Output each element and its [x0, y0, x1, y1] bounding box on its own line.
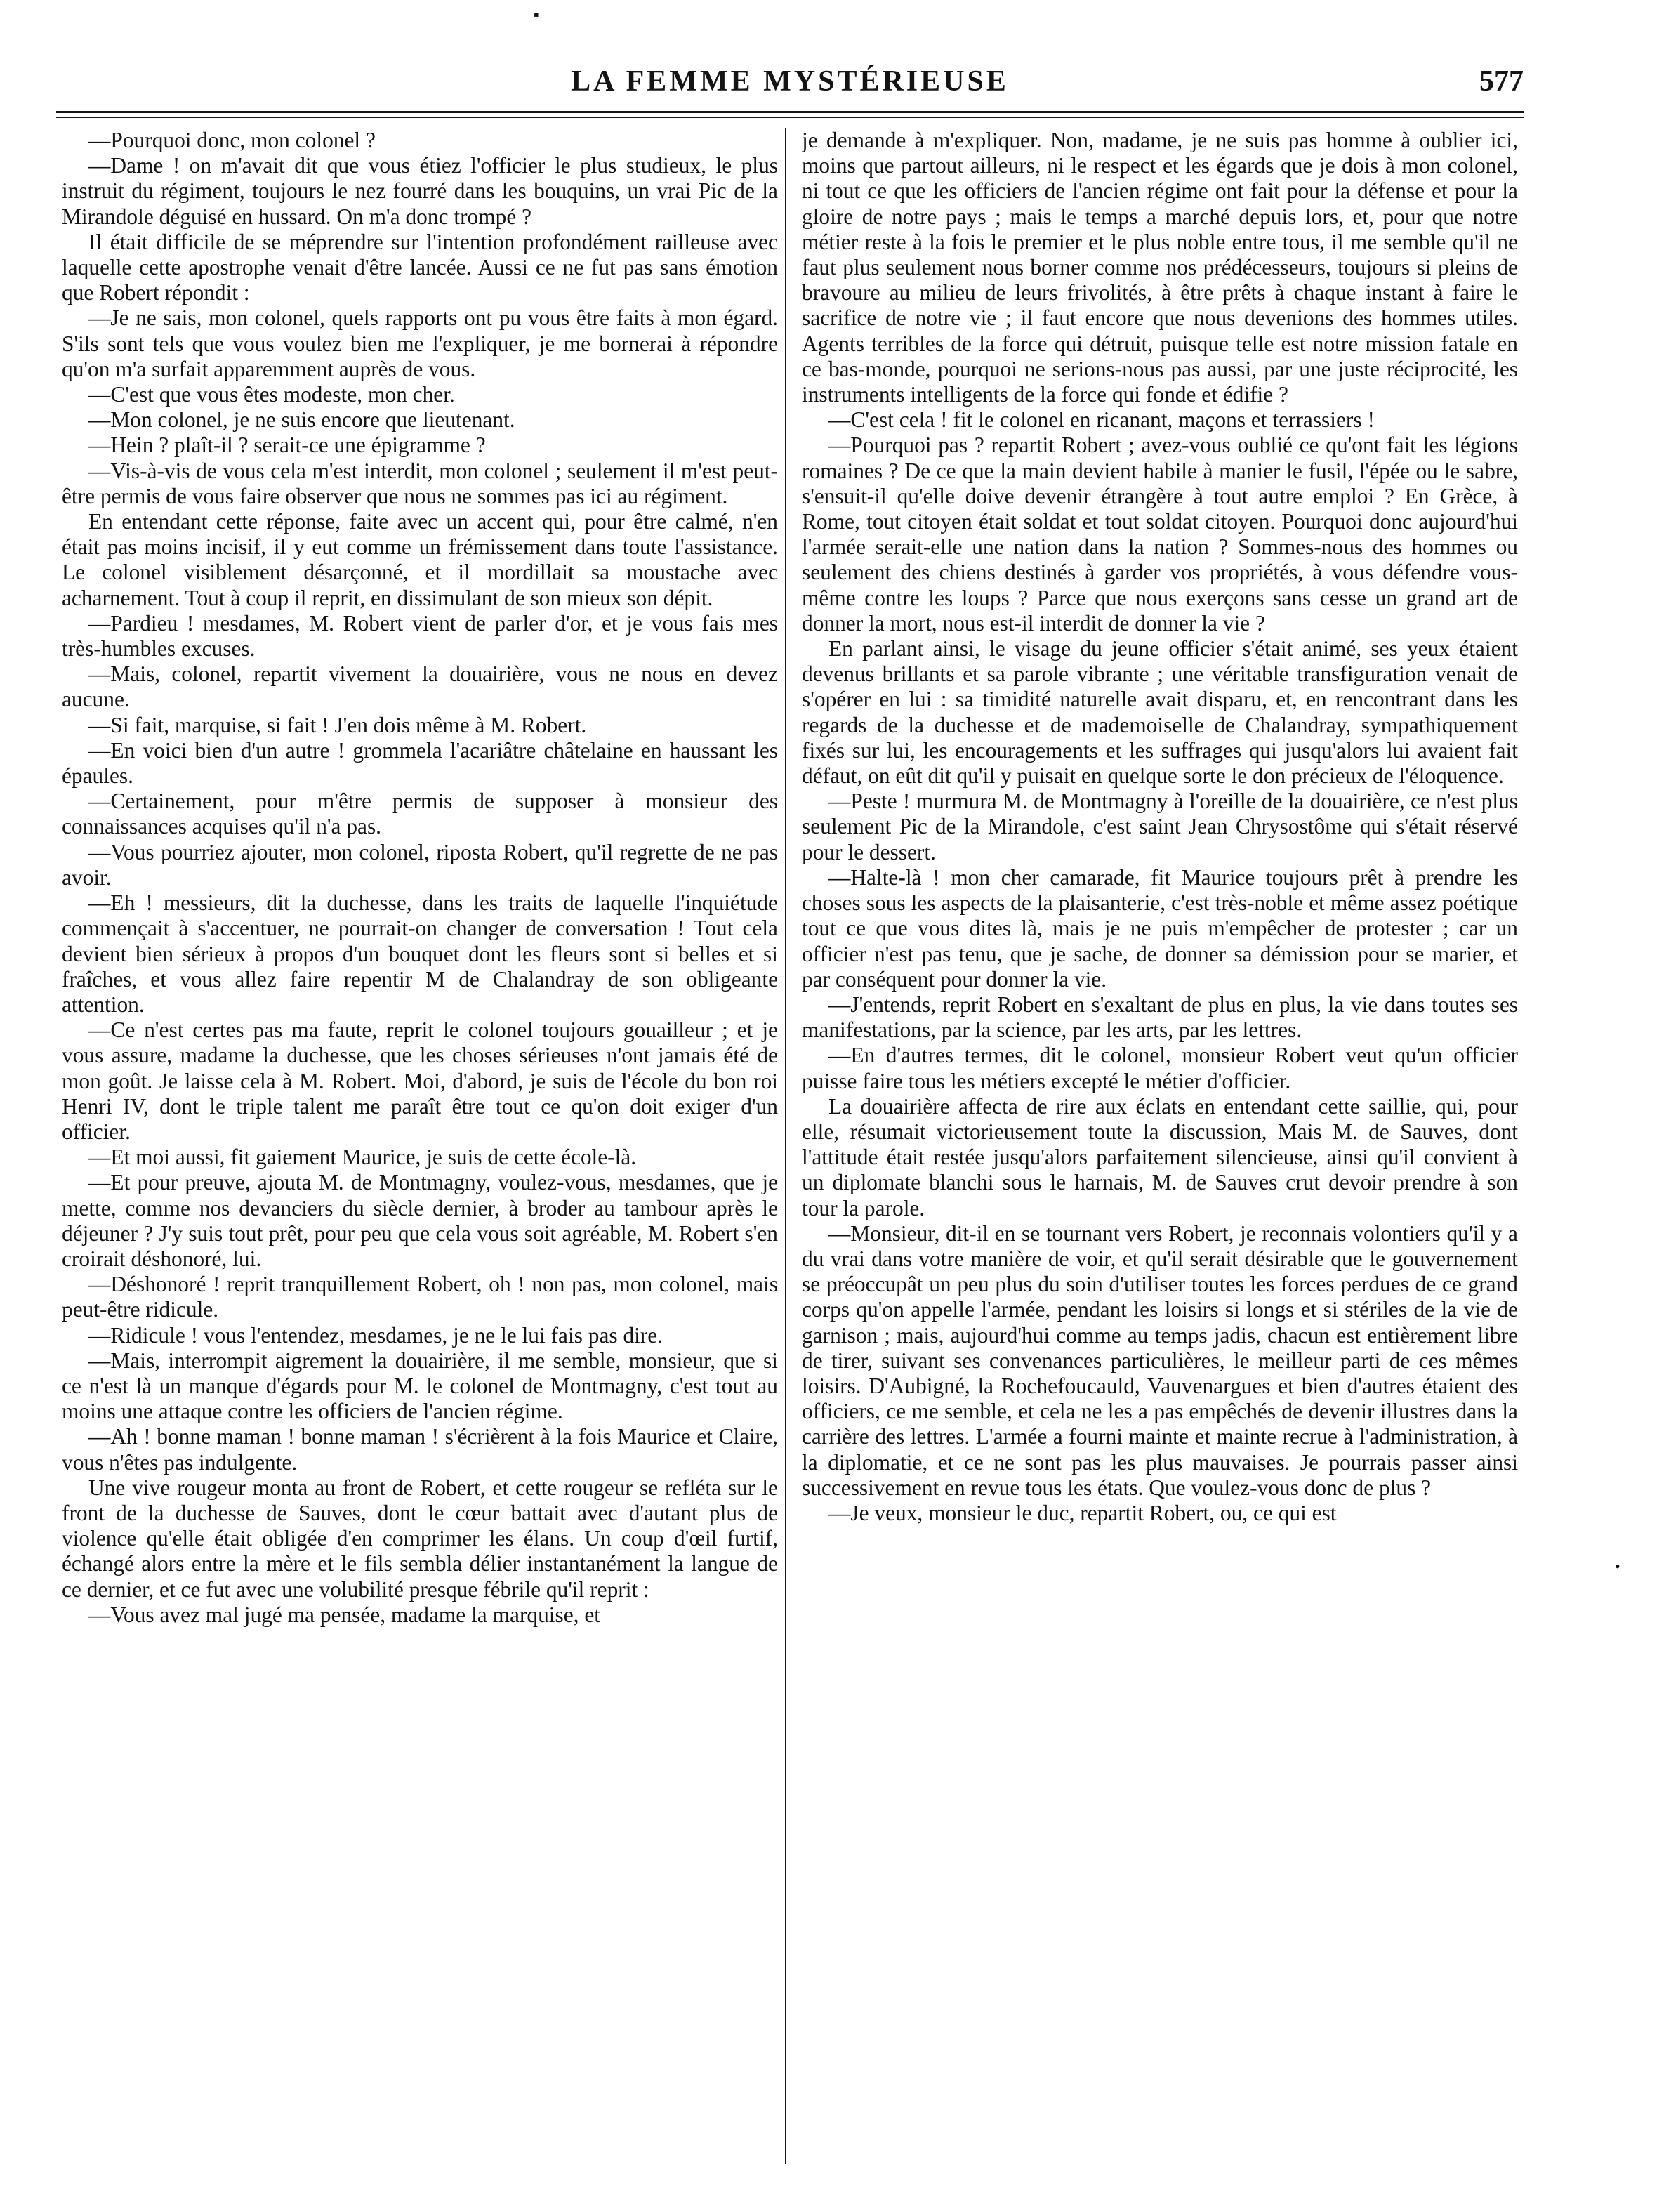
paragraph: —Halte-là ! mon cher camarade, fit Maurice toujours prêt à prendre les choses sous les aspects de la plaisanterie, c'est très-noble et même assez poétique tout ce que vous dites là, mais je ne puis m'empêcher de protester ; car un officier n'est pas tenu, que je sache, de donner sa démission pour se marier, et par conséquent pour donner la vie. [802, 864, 1518, 992]
header-rule-thin [56, 117, 1524, 118]
paragraph: La douairière affecta de rire aux éclats en entendant cette saillie, qui, pour elle, résumait victorieusement toute la discussion, Mais M. de Sauves, dont l'attitude était restée jusqu'alors parfaitement silencieuse, ainsi qu'il convient à un diplomate blanchi sous le harnais, M. de Sauves crut devoir prendre à son tour la parole. [802, 1093, 1518, 1220]
paragraph: En parlant ainsi, le visage du jeune officier s'était animé, ses yeux étaient devenus brillants et sa parole vibrante ; une véritable transfiguration venait de s'opérer en lui : sa timidité naturelle avait disparu, et, en rencontrant dans les regards de la duchesse et de mademoiselle de Chalandray, sympathiquement fixés sur lui, les encouragements et les suffrages qui jusqu'alors lui avaient fait défaut, on eût dit qu'il y puisait en quelque sorte le don précieux de l'éloquence. [802, 636, 1518, 789]
paragraph: —Je ne sais, mon colonel, quels rapports ont pu vous être faits à mon égard. S'ils sont tels que vous voulez bien me l'expliquer, je me bornerai à répondre qu'on m'a surfait apparemment auprès de vous. [62, 305, 778, 381]
header-rule-thick [56, 111, 1524, 113]
paragraph: En entendant cette réponse, faite avec un accent qui, pour être calmé, n'en était pas moins incisif, il y eut comme un frémissement dans toute l'assistance. Le colonel visiblement désarçonné, et il mordillait sa moustache avec acharnement. Tout à coup il reprit, en dissimulant de son mieux son dépit. [62, 509, 778, 610]
paragraph: —Ah ! bonne maman ! bonne maman ! s'écrièrent à la fois Maurice et Claire, vous n'êtes pas indulgente. [62, 1424, 778, 1475]
paragraph: —Vis-à-vis de vous cela m'est interdit, mon colonel ; seulement il m'est peut-être permis de vous faire observer que nous ne sommes pas ici au régiment. [62, 458, 778, 508]
paragraph: —En d'autres termes, dit le colonel, monsieur Robert veut qu'un officier puisse faire tous les métiers excepté le métier d'officier. [802, 1043, 1518, 1093]
paragraph: —Je veux, monsieur le duc, repartit Robert, ou, ce qui est [828, 1500, 1337, 1525]
paragraph: Une vive rougeur monta au front de Robert, et cette rougeur se refléta sur le front de la duchesse de Sauves, dont le cœur battait avec d'autant plus de violence qu'elle était obligée d'en comprimer les élans. Un coup d'œil furtif, échangé alors entre la mère et le fils sembla délier instantanément la langue de ce dernier, et ce fut avec une volubilité presque fébrile qu'il reprit : [62, 1475, 778, 1602]
paragraph: je demande à m'expliquer. Non, madame, je ne suis pas homme à oublier ici, moins que partout ailleurs, ni le respect et les égards que je dois à mon colonel, ni tout ce que les officiers de l'ancien régime ont fait pour la défense et pour la gloire de notre pays ; mais le temps a marché depuis lors, et, pour que notre métier reste à la fois le premier et le plus noble entre tous, il me semble qu'il ne faut plus seulement nous borner comme nos prédécesseurs, toujours si pleins de bravoure au milieu de leurs frivolités, à être prêts à chaque instant à faire le sacrifice de notre vie ; il faut encore que nous devenions des hommes utiles. Agents terribles de la force qui détruit, puisque telle est notre mission fatale en ce bas-monde, pourquoi ne serions-nous pas aussi, par une juste réciprocité, les instruments intelligents de la force qui fonde et édifie ? [802, 128, 1518, 407]
paragraph: —Mon colonel, je ne suis encore que lieutenant. [88, 407, 515, 433]
running-title: LA FEMME MYSTÉRIEUSE [571, 65, 1009, 98]
paragraph: —Hein ? plaît-il ? serait-ce une épigramme ? [88, 433, 486, 458]
paragraph: —Et pour preuve, ajouta M. de Montmagny, voulez-vous, mesdames, que je mette, comme nos devanciers du siècle dernier, à broder au tambour après le déjeuner ? J'y suis tout prêt, pour peu que cela vous soit agréable, M. Robert s'en croirait déshonoré, lui. [62, 1170, 778, 1271]
paragraph: —Ce n'est certes pas ma faute, reprit le colonel toujours gouailleur ; et je vous assure, madame la duchesse, que les choses sérieuses n'ont jamais été de mon goût. Je laisse cela à M. Robert. Moi, d'abord, je suis de l'école du bon roi Henri IV, dont le triple talent me paraît être tout ce qu'on doit exiger d'un officier. [62, 1018, 778, 1144]
paragraph: —Pourquoi pas ? repartit Robert ; avez-vous oublié ce qu'ont fait les légions romaines ? De ce que la main devient habile à manier le fusil, l'épée ou le sabre, s'ensuit-il qu'elle doive devenir étrangère à tout autre emploi ? En Grèce, à Rome, tout citoyen était soldat et tout soldat citoyen. Pourquoi donc aujourd'hui l'armée serait-elle une nation dans la nation ? Sommes-nous des hommes ou seulement des chiens destinés à garder vos propriétés, à vous défendre vous-même contre les loups ? Parce que nous exerçons sans cesse un grand art de donner la mort, nous est-il interdit de donner la vie ? [802, 433, 1518, 636]
paragraph: —J'entends, reprit Robert en s'exaltant de plus en plus, la vie dans toutes ses manifestations, par la science, par les arts, par les lettres. [802, 992, 1518, 1043]
paragraph: —Peste ! murmura M. de Montmagny à l'oreille de la douairière, ce n'est plus seulement Pic de la Mirandole, c'est saint Jean Chrysostôme qui s'était réservé pour le dessert. [802, 789, 1518, 864]
paragraph: —Pourquoi donc, mon colonel ? [88, 128, 376, 152]
paragraph: —Et moi aussi, fit gaiement Maurice, je suis de cette école-là. [88, 1145, 637, 1170]
running-header [56, 65, 1524, 107]
right-column [802, 128, 1518, 2164]
paragraph: —Si fait, marquise, si fait ! J'en dois même à M. Robert. [88, 712, 587, 737]
ink-speck: ▪ [534, 6, 539, 23]
paragraph: —Monsieur, dit-il en se tournant vers Robert, je reconnais volontiers qu'il y a du vrai dans votre manière de voir, et qu'il serait désirable que le gouvernement se préoccupât un peu plus du soin d'utiliser toutes les forces perdues de ce grand corps qu'on appelle l'armée, pendant les loisirs si longs et si stériles de la vie de garnison ; mais, aujourd'hui comme au temps jadis, chacun est entièrement libre de tirer, suivant ses convenances particulières, le meilleur parti de ces mêmes loisirs. D'Aubigné, la Rochefoucauld, Vauvenargues et bien d'autres étaient des officiers, ce me semble, et cela ne les a pas empêchés de devenir illustres dans la carrière des lettres. L'armée a fourni mainte et mainte recrue à l'administration, à la diplomatie, et ce ne sont pas les plus mauvaises. Je pourrais passer ainsi successivement en revue tous les états. Que voulez-vous donc de plus ? [802, 1220, 1518, 1500]
paragraph: —Pardieu ! mesdames, M. Robert vient de parler d'or, et je vous fais mes très-humbles excuses. [62, 610, 778, 661]
paragraph: Il était difficile de se méprendre sur l'intention profondément railleuse avec laquelle cette apostrophe venait d'être lancée. Aussi ce ne fut pas sans émotion que Robert répondit : [62, 229, 778, 305]
left-column [62, 128, 778, 2164]
paragraph: —C'est que vous êtes modeste, mon cher. [88, 382, 455, 407]
paragraph: —Vous pourriez ajouter, mon colonel, riposta Robert, qu'il regrette de ne pas avoir. [62, 839, 778, 890]
paragraph: —Ridicule ! vous l'entendez, mesdames, je ne le lui fais pas dire. [88, 1322, 663, 1348]
paragraph: —Mais, colonel, repartit vivement la douairière, vous ne nous en devez aucune. [62, 661, 778, 712]
paragraph: —Mais, interrompit aigrement la douairière, il me semble, monsieur, que si ce n'est là un manque d'égards pour M. le colonel de Montmagny, c'est tout au moins une attaque contre les officiers de l'ancien régime. [62, 1348, 778, 1424]
paragraph: —Vous avez mal jugé ma pensée, madame la marquise, et [88, 1602, 601, 1627]
page-number: 577 [1479, 65, 1524, 98]
paragraph: —C'est cela ! fit le colonel en ricanant, maçons et terrassiers ! [828, 407, 1375, 433]
column-separator [785, 128, 786, 2164]
paragraph: —Dame ! on m'avait dit que vous étiez l'officier le plus studieux, le plus instruit du régiment, toujours le nez fourré dans les bouquins, un vrai Pic de la Mirandole déguisé en hussard. On m'a donc trompé ? [62, 153, 778, 229]
paragraph: —Déshonoré ! reprit tranquillement Robert, oh ! non pas, mon colonel, mais peut-être ridicule. [62, 1272, 778, 1322]
paragraph: —En voici bien d'un autre ! grommela l'acariâtre châtelaine en haussant les épaules. [62, 737, 778, 789]
paragraph: —Certainement, pour m'être permis de supposer à monsieur des connaissances acquises qu'il n'a pas. [62, 789, 778, 839]
ink-speck: • [1615, 1558, 1620, 1575]
paragraph: —Eh ! messieurs, dit la duchesse, dans les traits de laquelle l'inquiétude commençait à s'accentuer, ne pourrait-on changer de conversation ! Tout cela devient bien sérieux à propos d'un bouquet dont les fleurs sont si belles et si fraîches, et vous allez faire repentir M de Chalandray de son obligeante attention. [62, 890, 778, 1017]
